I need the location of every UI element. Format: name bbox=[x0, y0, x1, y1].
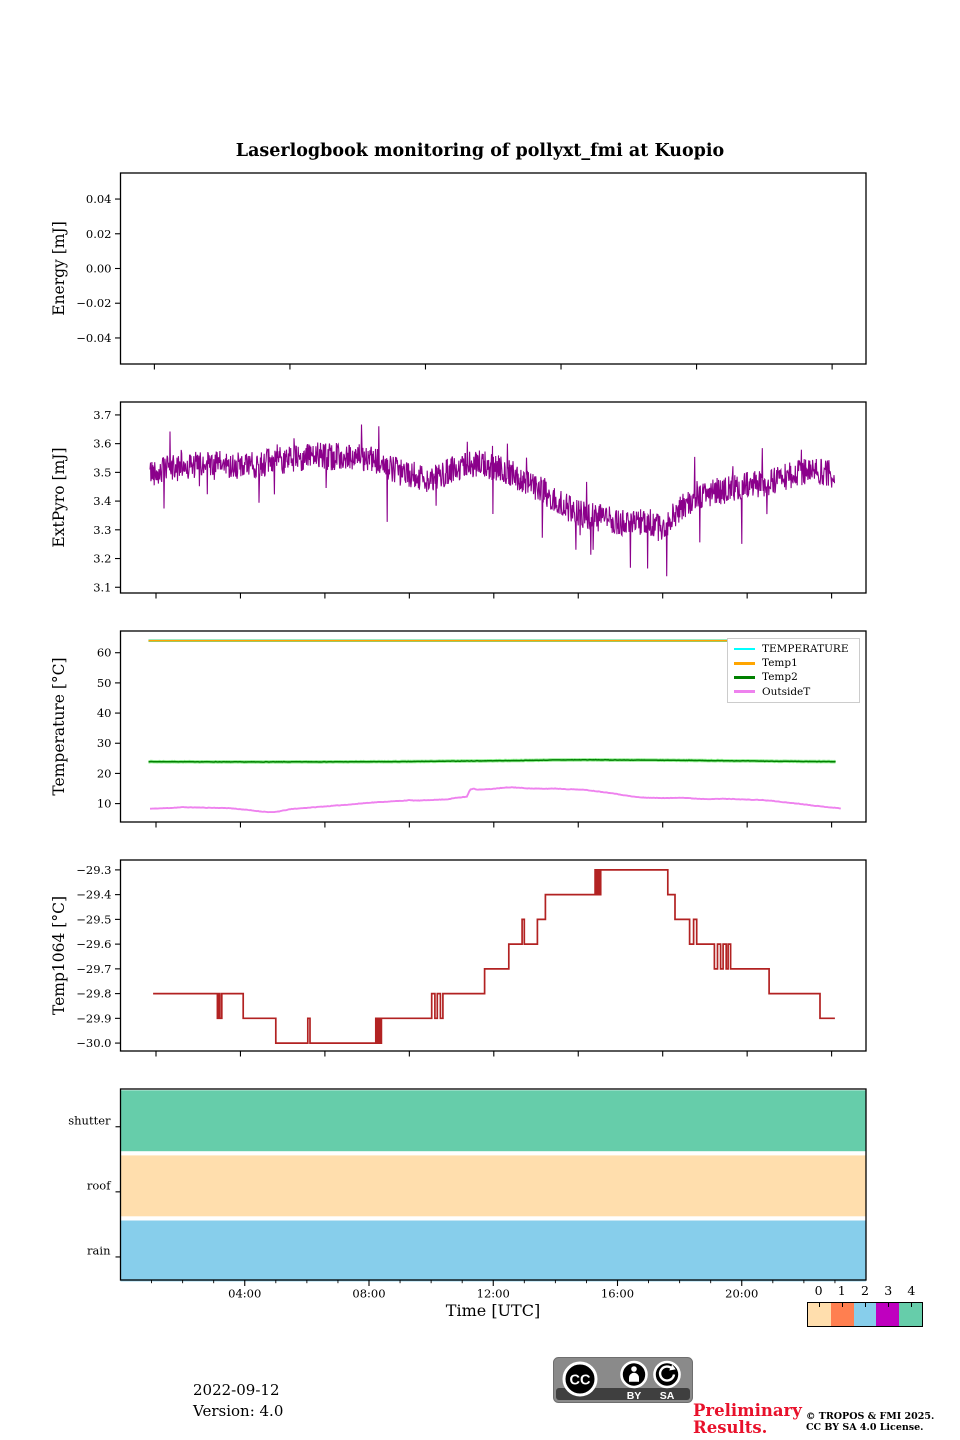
badge-sa-label: SA bbox=[659, 1389, 675, 1402]
y-tick-label: −29.9 bbox=[76, 1011, 112, 1026]
y-tick-label: −29.3 bbox=[76, 862, 112, 877]
plot-date: 2022-09-12 bbox=[193, 1381, 280, 1399]
series-outsidet bbox=[150, 787, 841, 812]
temp1-line-swatch bbox=[734, 662, 755, 665]
y-tick-label: 50 bbox=[96, 675, 112, 690]
colorbar-segment-0 bbox=[808, 1303, 831, 1326]
person-head bbox=[631, 1366, 637, 1372]
colorbar-tick bbox=[888, 1303, 889, 1307]
legend-label: TEMPERATURE bbox=[762, 643, 849, 656]
status-band-roof bbox=[121, 1155, 867, 1216]
y-tick-label: −29.8 bbox=[76, 986, 112, 1001]
colorbar-tick bbox=[819, 1303, 820, 1307]
y-tick-label: 3.2 bbox=[93, 551, 112, 566]
panel-frame bbox=[121, 860, 867, 1051]
y-tick-label: 3.7 bbox=[93, 407, 112, 422]
panel-frame bbox=[121, 173, 867, 364]
colorbar-segment-4 bbox=[899, 1303, 922, 1326]
colorbar-labels bbox=[807, 1283, 923, 1299]
y-tick-label: −29.7 bbox=[76, 961, 112, 976]
legend-item-temp2 bbox=[734, 670, 853, 684]
temperature-line-swatch bbox=[734, 648, 755, 651]
preliminary-line2: Results. bbox=[693, 1418, 768, 1437]
preliminary-line1: Preliminary bbox=[693, 1401, 802, 1420]
colorbar-tick bbox=[865, 1303, 866, 1307]
series-temp1064 bbox=[153, 870, 835, 1043]
y-tick-label: 10 bbox=[96, 796, 112, 811]
status-colorbar bbox=[807, 1302, 923, 1327]
x-tick-label: 20:00 bbox=[725, 1286, 759, 1301]
y-tick-label: 30 bbox=[96, 736, 112, 751]
panel-extpyro bbox=[50, 402, 866, 599]
y-tick-label: −0.02 bbox=[76, 296, 112, 311]
legend-label: Temp2 bbox=[762, 671, 798, 684]
temp2-line-swatch bbox=[734, 676, 755, 679]
cc-by-sa-badge bbox=[553, 1357, 693, 1403]
band-label-rain: rain bbox=[87, 1243, 111, 1258]
colorbar-label: 0 bbox=[814, 1283, 823, 1298]
y-tick-label: 3.4 bbox=[93, 494, 112, 509]
temperature-legend bbox=[727, 638, 860, 703]
y-tick-label: 3.5 bbox=[93, 465, 112, 480]
legend-item-temp1 bbox=[734, 656, 853, 670]
colorbar-label: 3 bbox=[884, 1283, 893, 1298]
colorbar-segment-1 bbox=[831, 1303, 854, 1326]
band-label-shutter: shutter bbox=[68, 1113, 111, 1128]
y-tick-label: −29.5 bbox=[76, 912, 112, 927]
x-tick-label: 08:00 bbox=[352, 1286, 386, 1301]
y-tick-label: 60 bbox=[96, 645, 112, 660]
status-band-rain bbox=[121, 1221, 867, 1282]
colorbar-segment-2 bbox=[854, 1303, 877, 1326]
y-tick-label: 0.00 bbox=[85, 261, 112, 276]
x-tick-label: 16:00 bbox=[600, 1286, 635, 1301]
y-tick-label: −29.4 bbox=[76, 887, 112, 902]
y-tick-label: 3.1 bbox=[93, 580, 112, 595]
status-band-shutter bbox=[121, 1090, 867, 1151]
y-tick-label: 3.3 bbox=[93, 522, 112, 537]
colorbar-label: 2 bbox=[861, 1283, 869, 1298]
badge-by-label: BY bbox=[626, 1389, 642, 1402]
plot-version: Version: 4.0 bbox=[193, 1402, 284, 1420]
y-axis-title: Temperature [°C] bbox=[50, 657, 68, 796]
y-tick-label: −30.0 bbox=[76, 1036, 112, 1051]
outsidet-line-swatch bbox=[734, 690, 755, 693]
y-tick-label: 0.02 bbox=[85, 226, 112, 241]
cc-icon-text: CC bbox=[569, 1372, 591, 1389]
colorbar-tick bbox=[911, 1303, 912, 1307]
copyright-line2: CC BY SA 4.0 License. bbox=[806, 1421, 924, 1433]
legend-label: Temp1 bbox=[762, 657, 798, 670]
x-tick-label: 04:00 bbox=[228, 1286, 262, 1301]
y-tick-label: 3.6 bbox=[93, 436, 112, 451]
legend-item-outsidet bbox=[734, 685, 853, 699]
panel-temp1064 bbox=[50, 860, 866, 1057]
y-tick-label: 0.04 bbox=[85, 192, 112, 207]
panel-status bbox=[68, 1089, 866, 1301]
band-label-roof: roof bbox=[86, 1178, 111, 1193]
copyright-line1: © TROPOS & FMI 2025. bbox=[806, 1411, 935, 1422]
y-tick-label: −0.04 bbox=[76, 330, 112, 345]
x-tick-label: 12:00 bbox=[476, 1286, 510, 1301]
colorbar-tick bbox=[842, 1303, 843, 1307]
panel-energy bbox=[50, 173, 866, 370]
legend-label: OutsideT bbox=[762, 685, 811, 698]
y-tick-label: 20 bbox=[96, 766, 112, 781]
y-axis-title: Temp1064 [°C] bbox=[50, 895, 68, 1016]
series-extpyro bbox=[150, 425, 835, 577]
colorbar-label: 4 bbox=[907, 1283, 916, 1298]
legend-item-temperature bbox=[734, 642, 853, 656]
copyright-note bbox=[806, 1412, 934, 1433]
y-tick-label: −29.6 bbox=[76, 937, 112, 952]
preliminary-results-note bbox=[693, 1402, 813, 1436]
y-tick-label: 40 bbox=[96, 706, 112, 721]
y-axis-title: ExtPyro [mJ] bbox=[50, 447, 68, 548]
y-axis-title: Energy [mJ] bbox=[50, 221, 68, 316]
colorbar-label: 1 bbox=[837, 1283, 846, 1298]
page-title: Laserlogbook monitoring of pollyxt_fmi at Kuopio bbox=[235, 141, 725, 161]
colorbar-segment-3 bbox=[876, 1303, 899, 1326]
x-axis-label: Time [UTC] bbox=[445, 1301, 541, 1320]
